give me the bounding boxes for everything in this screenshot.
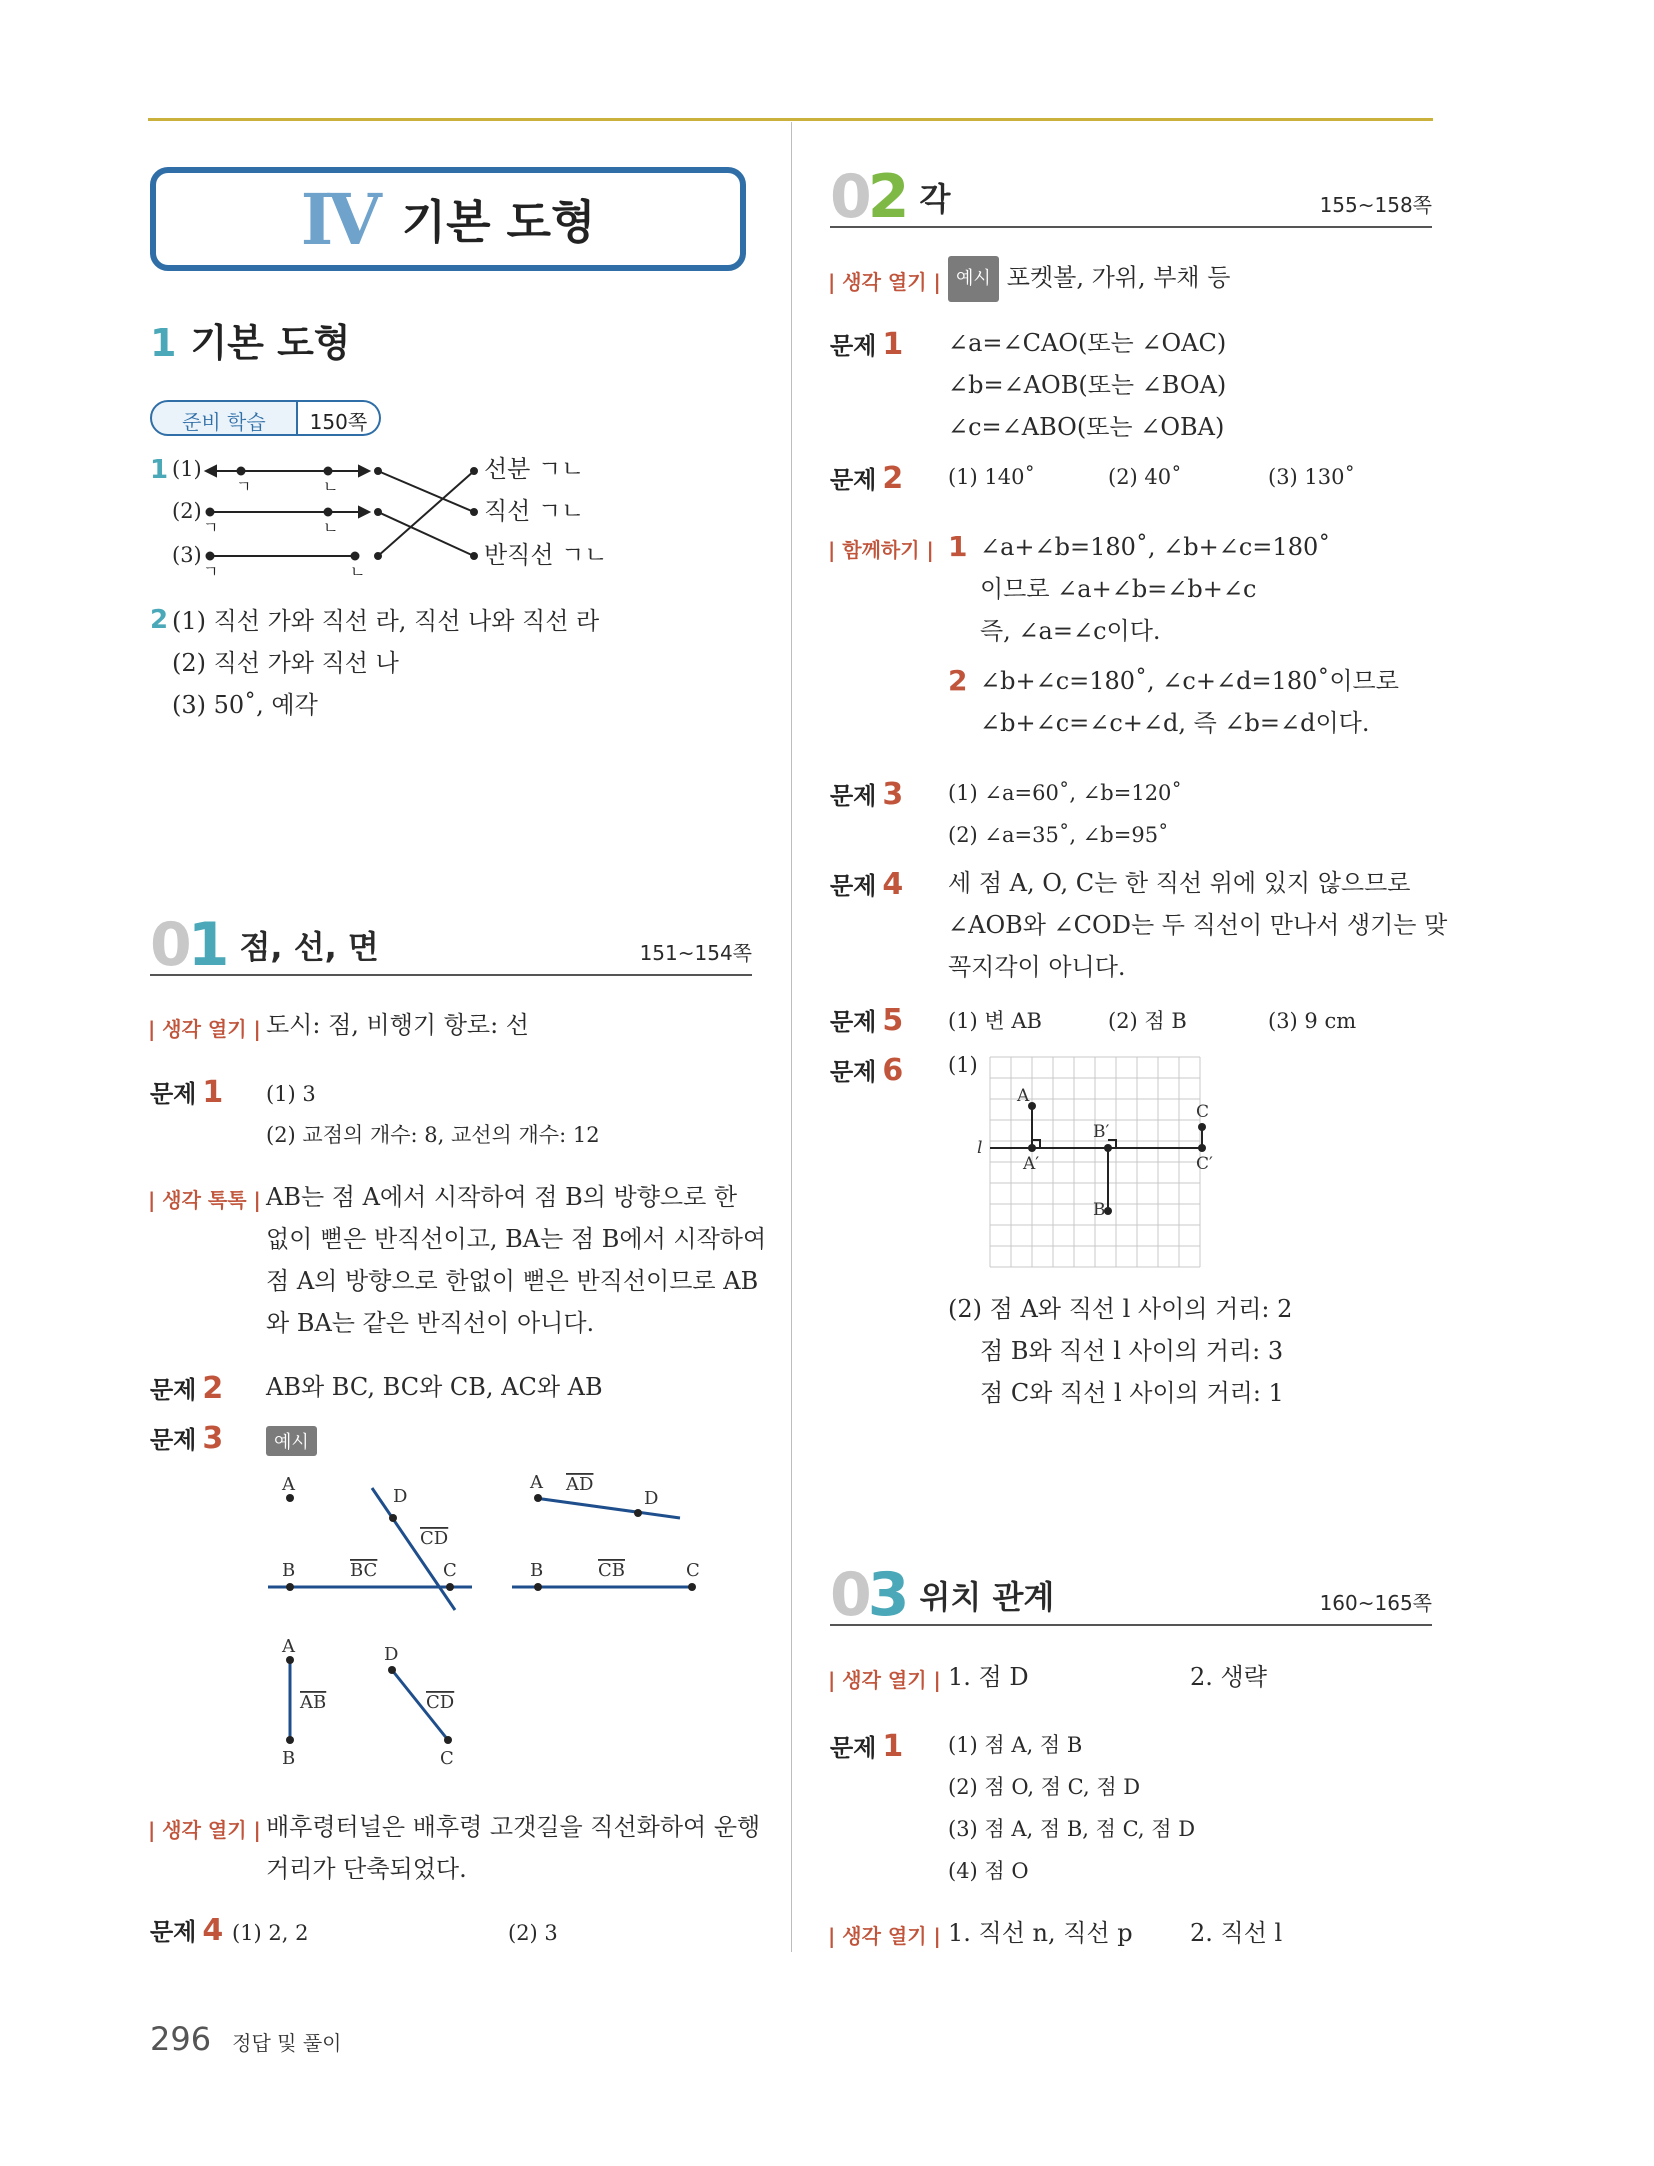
problem-4-label: 문제 4 (150, 1913, 224, 1948)
think2-line-1: 배후령터널은 배후령 고갯길을 직선화하여 운행 (266, 1813, 761, 1841)
match-2: 직선 ㄱㄴ (484, 497, 585, 525)
chapter-title-box (150, 167, 746, 271)
s02-p1-line-2: ∠b=∠AOB(또는 ∠BOA) (948, 371, 1227, 399)
fig-label: B (282, 1560, 296, 1581)
section-02-header (830, 162, 1432, 232)
s02-p1-line-1: ∠a=∠CAO(또는 ∠OAC) (948, 329, 1227, 357)
pt-label: ㄴ (323, 477, 339, 496)
grid-label: l (977, 1138, 983, 1158)
section-02-number: 02 (830, 162, 906, 232)
prep-label: 준비 학습 (150, 400, 298, 436)
with-1-line-1: ∠a+∠b=180˚, ∠b+∠c=180˚ (980, 533, 1331, 561)
s02-p1-line-3: ∠c=∠ABO(또는 ∠OBA) (948, 413, 1225, 441)
top-rule (148, 118, 1433, 121)
s03-think-a: 1. 점 D (948, 1663, 1029, 1691)
s03-think2-label: | 생각 열기 | (828, 1924, 941, 1948)
think2-line-2: 거리가 단축되었다. (266, 1855, 467, 1883)
match-1: 선분 ㄱㄴ (484, 455, 585, 483)
fig-label: D (384, 1644, 399, 1665)
fig-label: D (644, 1488, 659, 1509)
fig-label: A (282, 1636, 295, 1657)
grid-label: A′ (1023, 1154, 1040, 1174)
with-2-line-1: ∠b+∠c=180˚, ∠c+∠d=180˚이므로 (980, 667, 1399, 695)
footer-text: 정답 및 풀이 (232, 2031, 342, 2055)
prep-q1-item-1: (1) (172, 457, 202, 481)
s02-think-label: | 생각 열기 | (828, 270, 941, 294)
section-03-number: 03 (830, 1560, 906, 1630)
s03-p1-line-3: (3) 점 A, 점 B, 점 C, 점 D (948, 1817, 1196, 1841)
fig-label: BC (350, 1560, 378, 1581)
grid-label: B′ (1093, 1122, 1110, 1142)
with-label: | 함께하기 | (828, 538, 934, 562)
think-answer: 도시: 점, 비행기 항로: 선 (266, 1011, 529, 1039)
think2-label: | 생각 열기 | (148, 1818, 261, 1842)
grid-figure (975, 1055, 1235, 1275)
talk-line-1: AB는 점 A에서 시작하여 점 B의 방향으로 한 (266, 1183, 738, 1211)
prep-q1-item-3: (3) (172, 543, 202, 567)
prep-q2-line-2: (2) 직선 가와 직선 나 (172, 649, 399, 677)
s02-problem-2-label: 문제 2 (830, 461, 904, 496)
problem-3-label: 문제 3 (150, 1421, 224, 1456)
fig-label: CD (420, 1528, 449, 1549)
prep-q1-number: 1 (150, 455, 169, 485)
section-01-header (150, 910, 752, 980)
column-divider (791, 122, 792, 1952)
s02-problem-1-label: 문제 1 (830, 327, 904, 362)
s02-think-answer: 예시 포켓볼, 가위, 부채 등 (948, 256, 1230, 302)
s03-p1-line-4: (4) 점 O (948, 1859, 1029, 1883)
fig-label: A (282, 1474, 295, 1495)
problem-3-figure (260, 1460, 720, 1780)
pt-label: ㄱ (203, 562, 219, 580)
s03-p1-line-1: (1) 점 A, 점 B (948, 1733, 1083, 1757)
problem-2-answer: AB와 BC, BC와 CB, AC와 AB (266, 1373, 603, 1401)
fig-label: CB (598, 1560, 625, 1581)
s02-p3-line-2: (2) ∠a=35˚, ∠b=95˚ (948, 823, 1169, 847)
talk-line-2: 없이 뻗은 반직선이고, BA는 점 B에서 시작하여 (266, 1225, 767, 1253)
think-label: | 생각 열기 | (148, 1017, 261, 1041)
with-1-line-3: 즉, ∠a=∠c이다. (980, 617, 1161, 645)
s02-problem-5-label: 문제 5 (830, 1003, 904, 1038)
prep-page: 150쪽 (298, 400, 382, 436)
s03-think-b: 2. 생략 (1190, 1663, 1267, 1691)
s02-p5-b: (2) 점 B (1108, 1009, 1187, 1033)
s03-p1-line-2: (2) 점 O, 점 C, 점 D (948, 1775, 1141, 1799)
pt-label: ㄴ (350, 562, 366, 580)
s02-p6-line-1: (2) 점 A와 직선 l 사이의 거리: 2 (948, 1295, 1293, 1323)
fig-label: AD (566, 1474, 594, 1495)
grid-label: C′ (1196, 1154, 1213, 1174)
section-heading (150, 312, 351, 367)
s02-p4-line-1: 세 점 A, O, C는 한 직선 위에 있지 않으므로 (948, 869, 1411, 897)
section-number: 1 (150, 321, 177, 365)
with-1-line-2: 이므로 ∠a+∠b=∠b+∠c (980, 575, 1257, 603)
fig-label: D (393, 1486, 408, 1507)
s02-problem-4-label: 문제 4 (830, 867, 904, 902)
prep-q2-line-3: (3) 50˚, 예각 (172, 691, 318, 719)
section-01-number: 01 (150, 910, 226, 980)
pt-label: ㄴ (323, 518, 339, 537)
fig-label: A (530, 1472, 543, 1493)
fig-label: C (440, 1748, 454, 1769)
fig-label: B (282, 1748, 296, 1769)
problem-1-label: 문제 1 (150, 1075, 224, 1110)
section-03-pages: 160~165쪽 (1319, 1591, 1432, 1615)
problem-1-line-2: (2) 교점의 개수: 8, 교선의 개수: 12 (266, 1123, 600, 1147)
problem-2-label: 문제 2 (150, 1371, 224, 1406)
s02-p4-line-3: 꼭지각이 아니다. (948, 953, 1126, 981)
section-03-title: 위치 관계 (919, 1578, 1055, 1616)
with-2-line-2: ∠b+∠c=∠c+∠d, 즉 ∠b=∠d이다. (980, 709, 1370, 737)
s02-p4-line-2: ∠AOB와 ∠COD는 두 직선이 만나서 생기는 맞 (948, 911, 1448, 939)
s02-p6-line-3: 점 C와 직선 l 사이의 거리: 1 (980, 1379, 1284, 1407)
grid-label: C (1196, 1102, 1210, 1122)
fig-label: AB (300, 1692, 327, 1713)
problem-4-answer-1: (1) 2, 2 (232, 1921, 309, 1945)
section-02-title: 각 (919, 180, 951, 218)
page-footer (150, 2020, 342, 2058)
fig-label: C (443, 1560, 457, 1581)
s03-problem-1-label: 문제 1 (830, 1729, 904, 1764)
s02-p3-line-1: (1) ∠a=60˚, ∠b=120˚ (948, 781, 1182, 805)
pt-label: ㄱ (236, 477, 252, 496)
chapter-title: 기본 도형 (401, 195, 596, 249)
match-3: 반직선 ㄱㄴ (484, 541, 608, 569)
page-number: 296 (150, 2020, 212, 2058)
fig-label: C (686, 1560, 700, 1581)
prep-study-tag (150, 400, 381, 436)
s02-p2-a: (1) 140˚ (948, 465, 1036, 489)
s03-think-label: | 생각 열기 | (828, 1668, 941, 1692)
pt-label: ㄱ (203, 518, 219, 537)
prep-q2-number: 2 (150, 605, 169, 635)
section-01-title: 점, 선, 면 (239, 928, 379, 966)
grid-label: A (1017, 1086, 1030, 1106)
s02-problem-3-label: 문제 3 (830, 777, 904, 812)
fig-label: B (530, 1560, 544, 1581)
s02-p5-c: (3) 9 cm (1268, 1009, 1357, 1033)
fig-label: CD (426, 1692, 455, 1713)
talk-label: | 생각 톡톡 | (148, 1188, 261, 1212)
example-badge: 예시 (266, 1426, 325, 1456)
with-1-number: 1 (948, 530, 968, 563)
problem-4-answer-2: (2) 3 (508, 1921, 558, 1945)
section-01-pages: 151~154쪽 (639, 941, 752, 965)
section-02-pages: 155~158쪽 (1319, 193, 1432, 217)
s03-think2-a: 1. 직선 n, 직선 p (948, 1919, 1133, 1947)
s02-p6-sub1: (1) (948, 1053, 978, 1077)
prep-q2-line-1: (1) 직선 가와 직선 라, 직선 나와 직선 라 (172, 607, 600, 635)
s02-p5-a: (1) 변 AB (948, 1009, 1042, 1033)
chapter-numeral: IV (300, 177, 376, 261)
with-2-number: 2 (948, 664, 968, 697)
grid-label: B (1093, 1200, 1106, 1220)
section-title: 기본 도형 (190, 321, 351, 365)
talk-line-3: 점 A의 방향으로 한없이 뻗은 반직선이므로 AB (266, 1267, 759, 1295)
s03-think2-b: 2. 직선 l (1190, 1919, 1283, 1947)
problem-1-line-1: (1) 3 (266, 1082, 316, 1106)
s02-p2-b: (2) 40˚ (1108, 465, 1182, 489)
talk-line-4: 와 BA는 같은 반직선이 아니다. (266, 1309, 595, 1337)
s02-p6-line-2: 점 B와 직선 l 사이의 거리: 3 (980, 1337, 1284, 1365)
s02-p2-c: (3) 130˚ (1268, 465, 1356, 489)
prep-q1-item-2: (2) (172, 499, 202, 523)
s02-problem-6-label: 문제 6 (830, 1053, 904, 1088)
section-03-header (830, 1560, 1432, 1630)
